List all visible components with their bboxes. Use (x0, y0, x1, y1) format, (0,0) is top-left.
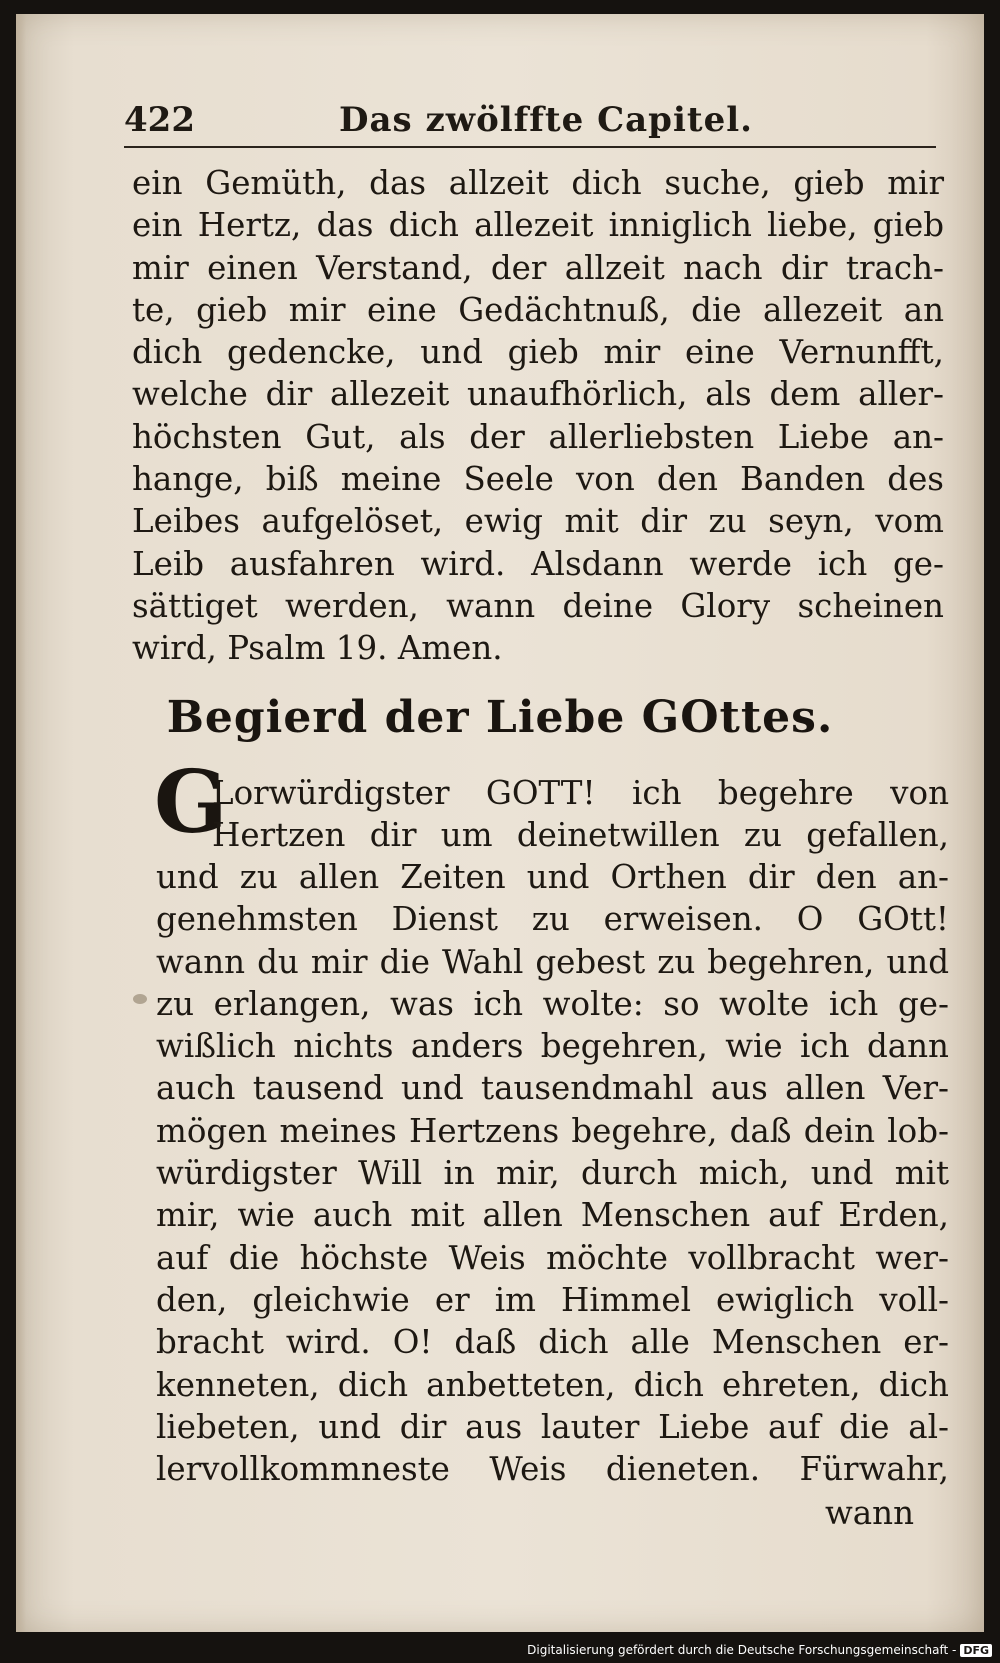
prayer-text (156, 856, 949, 1490)
page-gutter-shadow (16, 14, 26, 1632)
book-page (16, 14, 984, 1632)
text-line: und zu allen Zeiten und Orthen dir den an- (156, 858, 949, 896)
text-line: auch tausend und tausendmahl aus allen Ver- (156, 1069, 949, 1108)
drop-cap-initial: G (154, 752, 228, 853)
text-line: wird, Psalm 19. Amen. (132, 629, 503, 668)
digitization-credit (527, 1643, 992, 1657)
chapter-title: Das zwölffte Capitel. (339, 100, 753, 140)
text-line: den, gleichwie er im Himmel ewiglich voll- (156, 1280, 949, 1319)
text-line: bracht wird. O! daß dich alle Menschen er- (156, 1323, 949, 1362)
margin-mark (133, 994, 147, 1004)
text-line: dich gedencke, und gieb mir eine Vernunfft, (132, 333, 944, 372)
text-line: sättiget werden, wann deine Glory scheinen (132, 586, 944, 625)
dfg-logo: DFG (960, 1644, 992, 1657)
catchword: wann (824, 1494, 914, 1532)
text-line: wann du mir die Wahl gebest zu begehren, und (156, 942, 949, 981)
text-line: mögen meines Hertzens begehre, daß dein lob- (156, 1111, 949, 1150)
text-line: Lorwürdigster GOTT! ich begehre von (212, 774, 949, 812)
text-line: liebeten, und dir aus lauter Liebe auf die al- (156, 1407, 949, 1446)
running-head (124, 94, 936, 148)
text-line: Hertzen dir um deinetwillen zu gefallen, (212, 816, 949, 855)
section-heading: Begierd der Liebe GOttes. (166, 692, 834, 743)
prayer-text-continued (132, 162, 944, 670)
credit-text: Digitalisierung gefördert durch die Deutsche Forschungsgemeinschaft - (527, 1643, 957, 1657)
text-line: Leib ausfahren wird. Alsdann werde ich ge- (132, 544, 944, 583)
text-line: ein Hertz, das dich allezeit inniglich liebe, gieb (132, 206, 944, 245)
text-line: kenneten, dich anbetteten, dich ehreten, dich (156, 1365, 949, 1404)
text-line: hange, biß meine Seele von den Banden des (132, 460, 944, 499)
page-number: 422 (124, 100, 195, 140)
text-line: lervollkommneste Weis dieneten. Fürwahr, (156, 1450, 949, 1489)
text-line: mir, wie auch mit allen Menschen auf Erden, (156, 1196, 949, 1235)
text-line: mir einen Verstand, der allzeit nach dir trach- (132, 248, 944, 287)
drop-cap-lines (212, 772, 949, 857)
text-line: zu erlangen, was ich wolte: so wolte ich ge- (156, 984, 949, 1023)
text-line: te, gieb mir eine Gedächtnuß, die allezeit an (132, 290, 944, 329)
text-line: höchsten Gut, als der allerliebsten Liebe an- (132, 417, 944, 456)
text-line: auf die höchste Weis möchte vollbracht wer- (156, 1238, 949, 1277)
text-line: welche dir allezeit unaufhörlich, als dem aller- (132, 375, 944, 414)
text-line: genehmsten Dienst zu erweisen. O GOtt! (156, 900, 949, 939)
text-line: wißlich nichts anders begehren, wie ich dann (156, 1027, 949, 1066)
text-line: ein Gemüth, das allzeit dich suche, gieb mir (132, 164, 944, 202)
text-line: Leibes aufgelöset, ewig mit dir zu seyn, vom (132, 502, 944, 541)
text-line: würdigster Will in mir, durch mich, und mit (156, 1154, 949, 1193)
